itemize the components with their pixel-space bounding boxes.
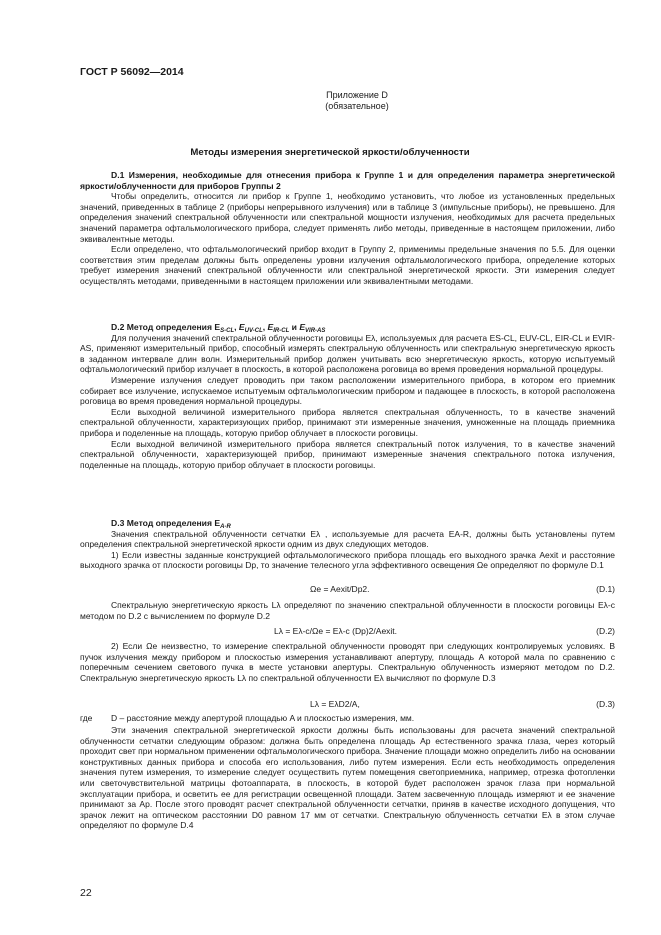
appendix-status: (обязательное) xyxy=(325,101,389,111)
paragraph: Значения спектральной облученности сетчатки Eλ , используемые для расчета EA-R, должны быть установлены путем определения спектральной энергетической яркости одним из двух следующих методов. xyxy=(80,528,615,550)
paragraph: Если определено, что офтальмологический прибор входит в Группу 2, применимы предельные значения по 5.5. Для оценки соответствия этим пределам должны быть определены уровни излучения офтальмологического прибора, определение которых требует измерения значений спектральной облученности или спектральной энергетической яркости. Эти измерения следует осуществлять методами, приведенными в настоящем приложении или эквивалентными методами. xyxy=(80,244,615,286)
formula-d2-number: (D.2) xyxy=(596,626,615,636)
formula-d3: Lλ = EλD2/A, xyxy=(310,699,360,709)
formula-d1-number: (D.1) xyxy=(596,584,615,594)
appendix-title: Приложение D xyxy=(326,90,388,100)
paragraph: Измерение излучения следует проводить при таком расположении измерительного прибора, в котором его приемник собирает все излучение, испускаемое испытуемым офтальмологическим прибором и падающее в плоскость, в которой расположена роговица во время проведения нормальной процедуры. xyxy=(80,374,615,407)
section-d2-heading-text: D.2 Метод определения E xyxy=(111,322,221,332)
paragraph: Если выходной величиной измерительного прибора является спектральный поток излучения, то в качестве значений спектральной облученности, характеризующей прибор, принимают измеренные значения спектрального потока излучения, поделенные на площадь, которую прибор облучает в плоскости роговицы. xyxy=(80,438,615,470)
formula-d3-number: (D.3) xyxy=(596,699,615,709)
section-d3-cont1 xyxy=(80,600,615,621)
formula-d2: Lλ = Eλ-c/Ωe = Eλ-c (Dp)2/Aexit. xyxy=(274,626,398,636)
formula-d1: Ωe = Aexit/Dp2. xyxy=(310,584,370,594)
section-d3-heading: D.3 Метод определения $E_{A-R}$ xyxy=(111,518,231,530)
paragraph: 2) Если Ωe неизвестно, то измерение спектральной облученности проводят при следующих контролируемых условиях. В пучок излучения между прибором и плоскостью измерения устанавливают апертуру, площадь A которой мала по сравнению с поперечным сечением светового пучка в месте установки апертуры. Спектральную облученность измеряют методом по D.2. Спектральную энергетическую яркость Lλ по спектральной облученности Eλ вычисляют по формуле D.3 xyxy=(80,641,615,683)
paragraph: Для получения значений спектральной облученности роговицы Eλ, используемых для расчета ES-CL, EUV-CL, EIR-CL и EVIR-AS, применяют измерительный прибор, способный измерять спектральную облученность или спектральную энергетическую яркость в заданном интервале длин волн. Измерительный прибор должен учитывать всю энергетическую яркость, которую испытуемый офтальмологический прибор излучает в плоскость, в которой расположена роговица во время проведения нормальной процедуры. xyxy=(80,332,615,375)
where-text: D – расстояние между апертурой площадью A и плоскостью измерения, мм. xyxy=(111,713,415,723)
paragraph: Чтобы определить, относится ли прибор к Группе 1, необходимо установить, что любое из установленных предельных значений, приведенных в таблице 2 (приборы непрерывного излучения) или в таблице 3 (импульсные приборы), не превышено. Для определения значений спектральной облученности или спектральной мощности излучения, необходимых для расчета предельных значений параметра офтальмологического прибора, следует применять либо методы, приведенные в настоящем приложении, либо эквивалентные методы. xyxy=(80,191,615,244)
where-label: где xyxy=(80,713,93,723)
paragraph: Эти значения спектральной энергетической яркости должны быть использованы для расчета значений спектральной облученности сетчатки следующим образом: должна быть определена площадь Ap естественного зрачка глаза, через который проходит свет при нормальном применении офтальмологического прибора. Значение площади можно определить либо на основании конструктивных данных прибора и способа его использования, либо путем измерения. Если есть необходимость определения значения путем измерения, то измерение следует осуществить путем помещения светоприемника, например, отрезка фотопленки или светочувствительной матрицы фотоаппарата, в плоскость, в которой будет расположен зрачок глаза при нормальной эксплуатации прибора, и осветить ее для регистрации освещенной площади. Затем засвеченную площадь измеряют и ее значение принимают за Ap. После этого проводят расчет спектральной облученности сетчатки, приняв в качестве исходного допущения, что зрачок лежит на оптическом расстоянии D0 равном 17 мм от сетчатки. Спектральную облученность сетчатки Eλ в этом случае определяют по формуле D.4 xyxy=(80,725,615,831)
main-heading: Методы измерения энергетической яркости/облученности xyxy=(190,147,470,158)
section-d2 xyxy=(80,322,615,470)
section-d3-heading-text: D.3 Метод определения E xyxy=(111,518,221,528)
paragraph: 1) Если известны заданные конструкцией офтальмологического прибора площадь его выходного зрачка Aexit и расстояние выходного зрачка от плоскости роговицы Dp, то значение телесного угла эффективного освещения Ωe определяют по формуле D.1 xyxy=(80,549,615,571)
section-d3-cont2 xyxy=(80,641,615,683)
section-d1 xyxy=(80,170,615,287)
section-d3 xyxy=(80,518,615,571)
paragraph: Если выходной величиной измерительного прибора является спектральная облученность, то в качестве значений спектральной облученности, характеризующих прибор, принимают эти измеренные значения, умноженные на площадь приемника прибора и поделенные на площадь, которую прибор облучает в плоскости роговицы. xyxy=(80,406,615,438)
standard-header: ГОСТ Р 56092—2014 xyxy=(80,66,184,78)
section-d2-heading: D.2 Метод определения $E_{S-CL}$, $E_{UV-CL}$, $E_{IR-CL}$ и $E_{VIR-AS}$ xyxy=(111,322,326,334)
paragraph: Спектральную энергетическую яркость Lλ определяют по значению спектральной облученности в плоскости роговицы Eλ-c методом по D.2 с вычислением по формуле D.2 xyxy=(80,600,615,621)
section-d3-cont3 xyxy=(80,725,615,831)
section-d1-heading: D.1 Измерения, необходимые для отнесения прибора к Группе 1 и для определения параметра энергетической яркости/облученности для приборов Группы 2 xyxy=(80,170,615,191)
page-number: 22 xyxy=(80,887,92,899)
